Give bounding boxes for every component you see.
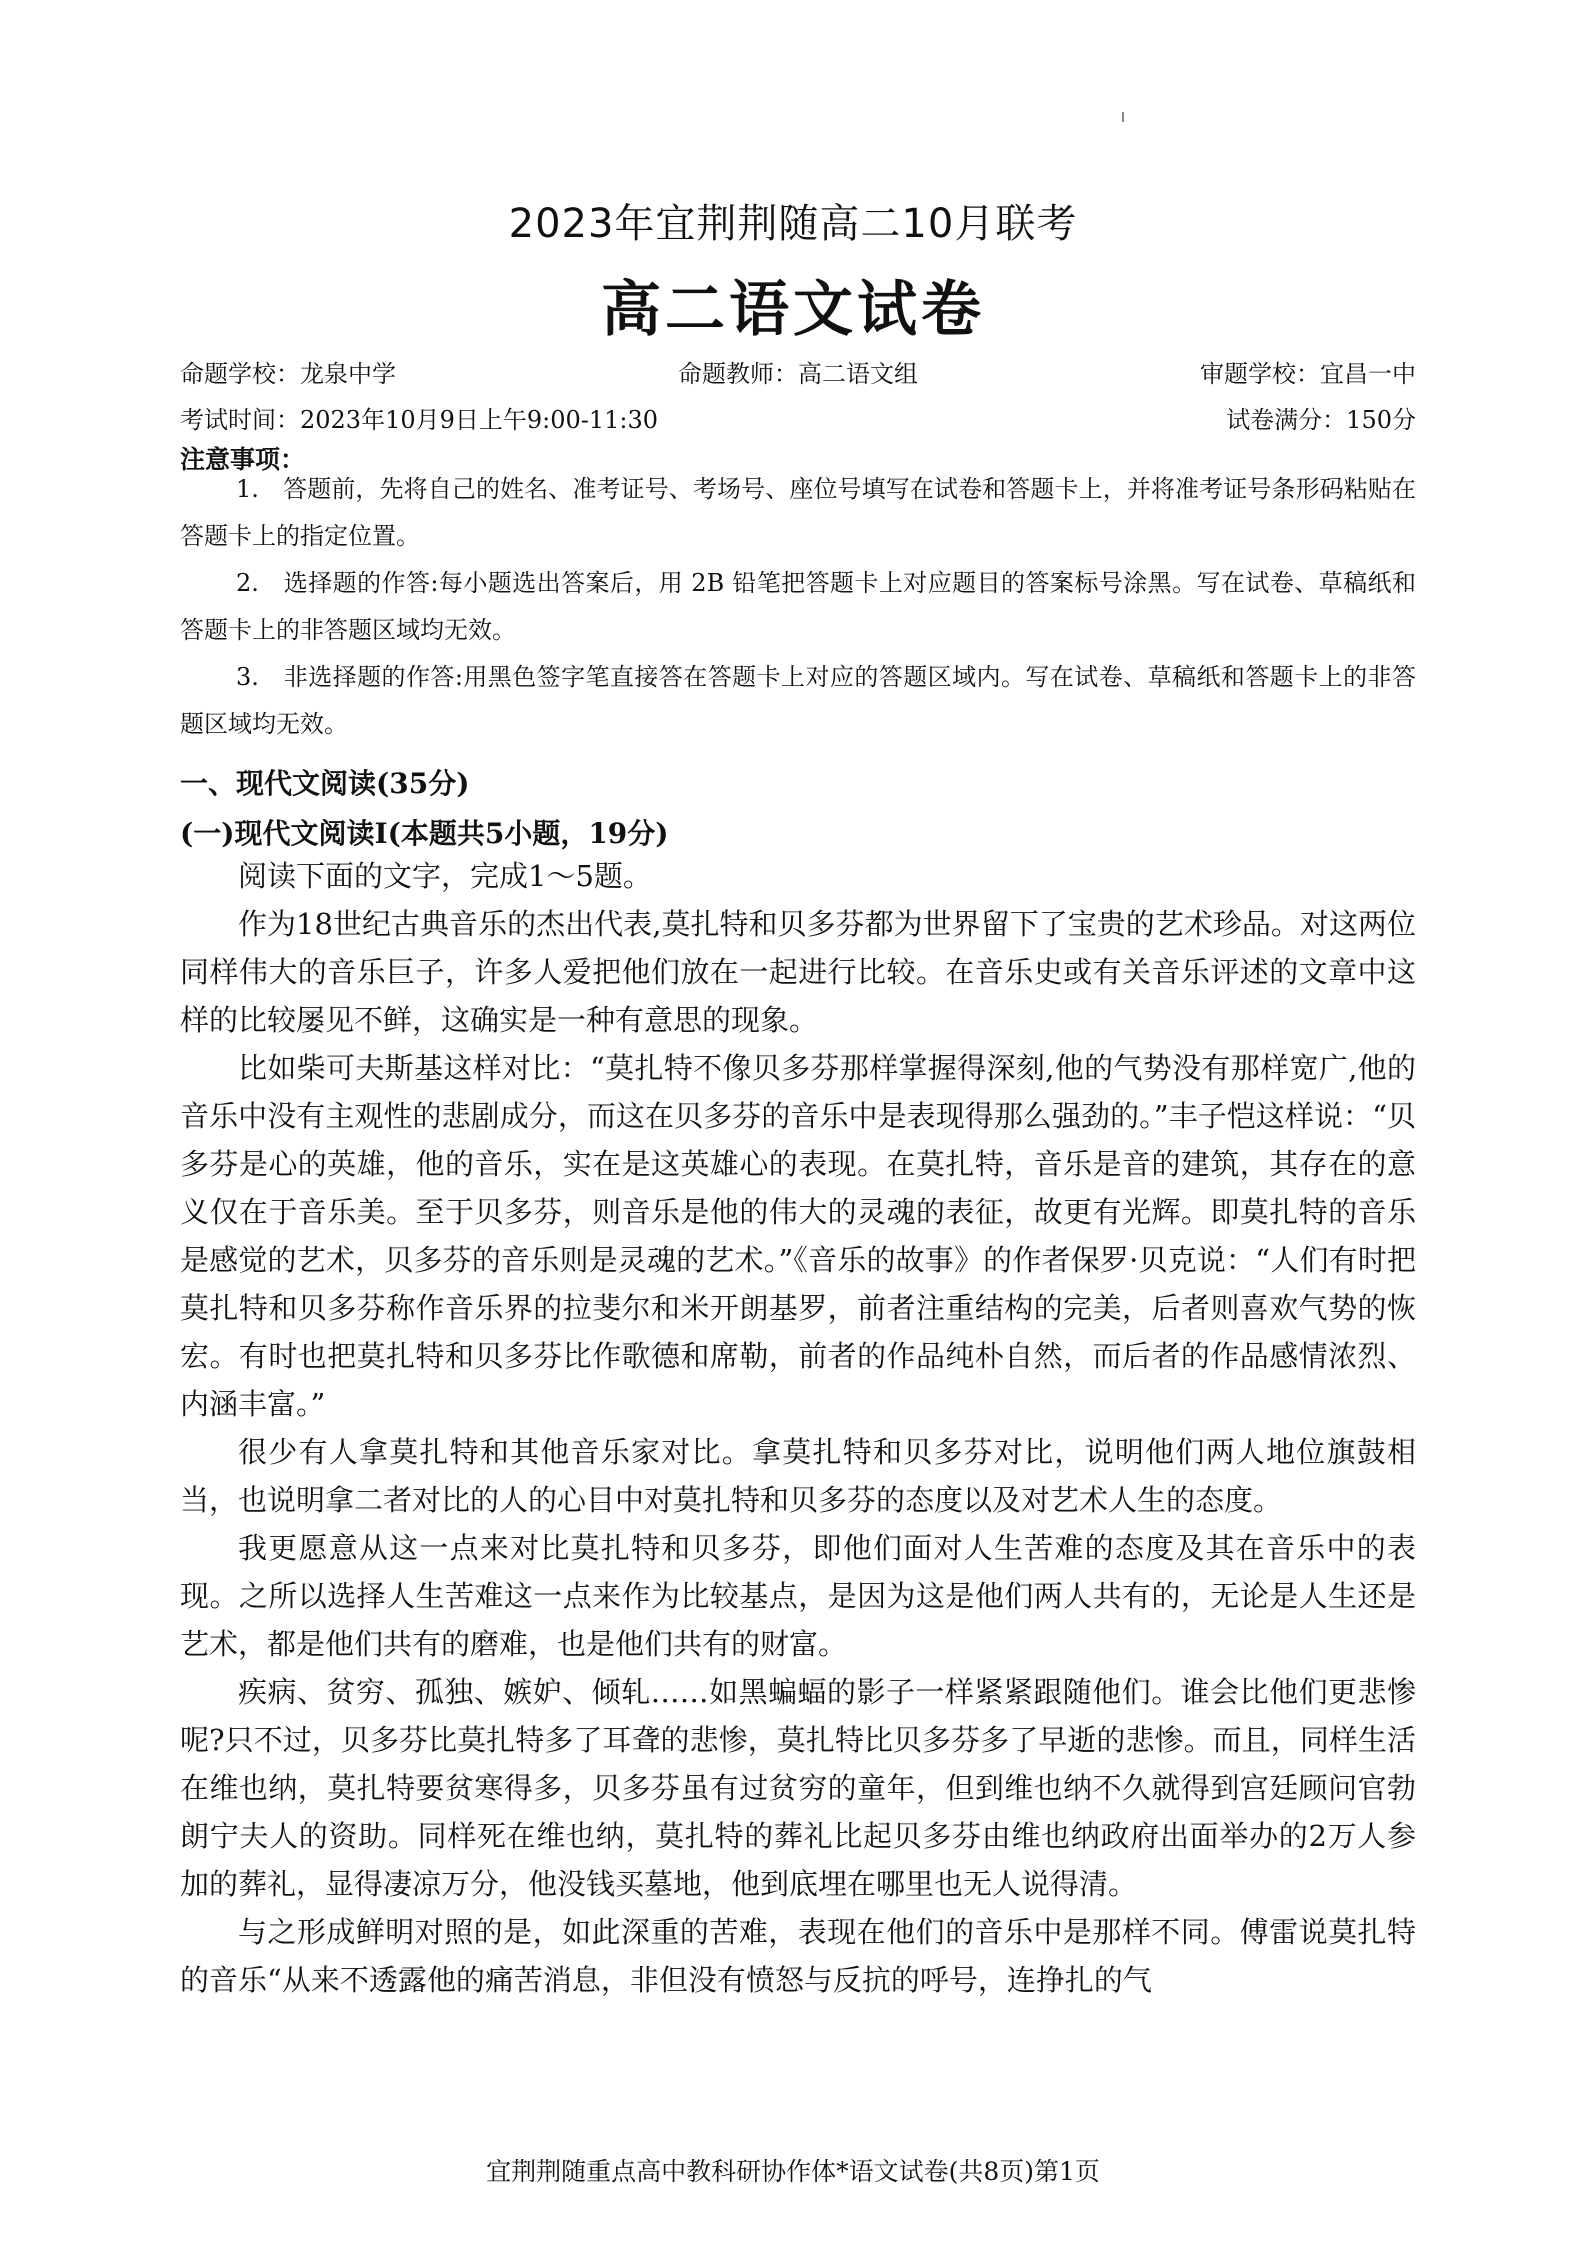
page-title: 高二语文试卷 — [601, 275, 985, 345]
exam-time: 考试时间：2023年10月9日上午9:00-11:30 — [180, 406, 659, 434]
page-footer: 宜荆荆随重点高中教科研协作体*语文试卷(共8页)第1页 — [486, 2157, 1100, 2186]
scan-mark — [1122, 112, 1124, 122]
subsection-heading: (一)现代文阅读Ⅰ(本题共5小题，19分) — [180, 817, 669, 850]
exam-meta-row-1 — [180, 354, 1416, 389]
passage-instruction: 阅读下面的文字，完成1～5题。 — [238, 859, 652, 893]
notice-item: 3. 非选择题的作答:用黑色签字笔直接答在答题卡上对应的答题区域内。写在试卷、草稿纸和答题卡上的非答题区域均无效。 — [180, 663, 1416, 738]
full-score: 试卷满分：150分 — [1226, 406, 1416, 434]
review-school: 审题学校：宜昌一中 — [1200, 360, 1416, 388]
passage-paragraph: 比如柴可夫斯基这样对比：“莫扎特不像贝多芬那样掌握得深刻,他的气势没有那样宽广,他的音乐中没有主观性的悲剧成分，而这在贝多芬的音乐中是表现得那么强劲的。”丰子恺这样说：“贝多芬是心的英雄，他的音乐，实在是这英雄心的表现。在莫扎特，音乐是音的建筑，其存在的意义仅在于音乐美。至于贝多芬，则音乐是他的伟大的灵魂的表征，故更有光辉。即莫扎特的音乐是感觉的艺术，贝多芬的音乐则是灵魂的艺术。”《音乐的故事》的作者保罗·贝克说：“人们有时把莫扎特和贝多芬称作音乐界的拉斐尔和米开朗基罗，前者注重结构的完美，后者则喜欢气势的恢宏。有时也把莫扎特和贝多芬比作歌德和席勒，前者的作品纯朴自然，而后者的作品感情浓烈、内涵丰富。” — [180, 1051, 1416, 1421]
passage-paragraph: 疾病、贫穷、孤独、嫉妒、倾轧……如黑蝙蝠的影子一样紧紧跟随他们。谁会比他们更悲惨呢?只不过，贝多芬比莫扎特多了耳聋的悲惨，莫扎特比贝多芬多了早逝的悲惨。而且，同样生活在维也纳，莫扎特要贫寒得多，贝多芬虽有过贫穷的童年，但到维也纳不久就得到宫廷顾问官勃朗宁夫人的资助。同样死在维也纳，莫扎特的葬礼比起贝多芬由维也纳政府出面举办的2万人参加的葬礼，显得凄凉万分，他没钱买墓地，他到底埋在哪里也无人说得清。 — [180, 1675, 1416, 1901]
exam-title: 2023年宜荆荆随高二10月联考 — [508, 201, 1078, 247]
notice-item: 2. 选择题的作答:每小题选出答案后，用 2B 铅笔把答题卡上对应题目的答案标号涂黑。写在试卷、草稿纸和答题卡上的非答题区域均无效。 — [180, 569, 1416, 644]
notice-heading: 注意事项： — [180, 445, 306, 474]
author-teacher: 命题教师：高二语文组 — [678, 360, 918, 388]
notice-item: 1. 答题前，先将自己的姓名、准考证号、考场号、座位号填写在试卷和答题卡上，并将准考证号条形码粘贴在答题卡上的指定位置。 — [180, 475, 1416, 550]
passage-paragraph: 很少有人拿莫扎特和其他音乐家对比。拿莫扎特和贝多芬对比，说明他们两人地位旗鼓相当，也说明拿二者对比的人的心目中对莫扎特和贝多芬的态度以及对艺术人生的态度。 — [180, 1435, 1416, 1517]
passage-paragraph: 作为18世纪古典音乐的杰出代表,莫扎特和贝多芬都为世界留下了宝贵的艺术珍品。对这两位同样伟大的音乐巨子，许多人爱把他们放在一起进行比较。在音乐史或有关音乐评述的文章中这样的比较屡见不鲜，这确实是一种有意思的现象。 — [180, 907, 1416, 1037]
passage-paragraph: 我更愿意从这一点来对比莫扎特和贝多芬，即他们面对人生苦难的态度及其在音乐中的表现。之所以选择人生苦难这一点来作为比较基点，是因为这是他们两人共有的，无论是人生还是艺术，都是他们共有的磨难，也是他们共有的财富。 — [180, 1531, 1416, 1661]
section-heading: 一、现代文阅读(35分) — [180, 767, 470, 800]
exam-meta-row-2 — [180, 400, 1416, 435]
reading-passage — [180, 852, 1416, 2004]
author-school: 命题学校：龙泉中学 — [180, 360, 396, 388]
passage-paragraph: 与之形成鲜明对照的是，如此深重的苦难，表现在他们的音乐中是那样不同。傅雷说莫扎特的音乐“从来不透露他的痛苦消息，非但没有愤怒与反抗的呼号，连挣扎的气 — [180, 1915, 1416, 1997]
